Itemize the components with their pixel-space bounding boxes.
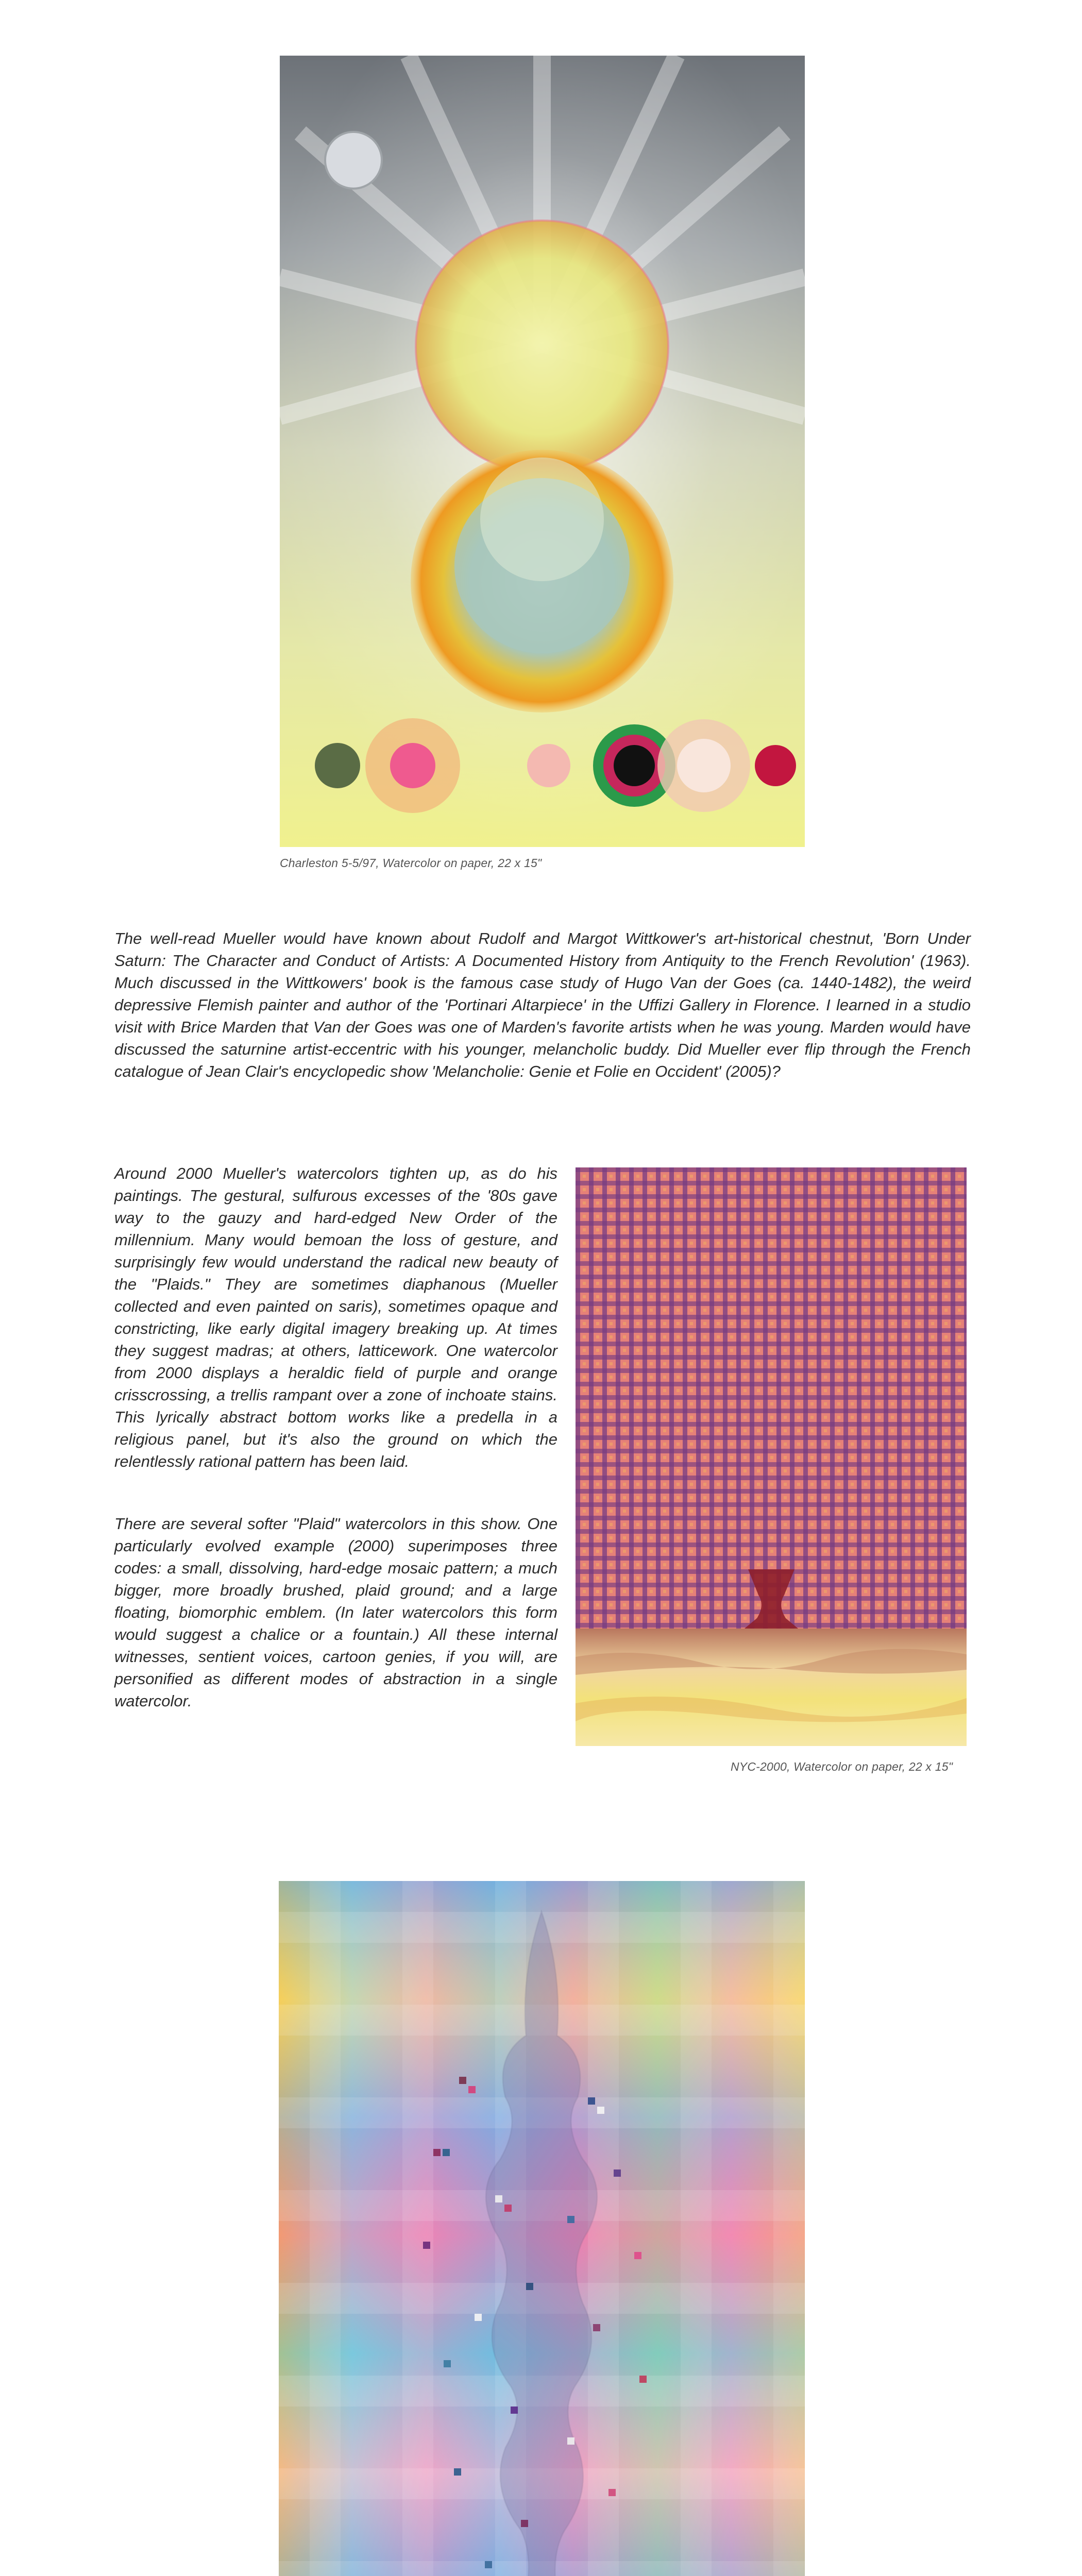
caption-charleston: Charleston 5-5/97, Watercolor on paper, 22 x 15": [280, 856, 542, 870]
artwork-nyc-2000-emblem: [279, 1881, 805, 2576]
artwork-charleston: [280, 56, 805, 847]
paragraph-plaids: Around 2000 Mueller's watercolors tighten up, as do his paintings. The gestural, sulfurous excesses of the '80s gave way to the gauzy and hard-edged New Order of the millennium. Many would bemoan the loss of gesture, and surprisingly few would understand the radical new beauty of the "Plaids." They are sometimes diaphanous (Mueller collected and even painted on saris), sometimes opaque and constricting, like early digital imagery breaking up. At times they suggest madras; at others, latticework. One watercolor from 2000 displays a heraldic field of purple and orange crisscrossing, a trellis rampant over a zone of inchoate stains. This lyrically abstract bottom works like a predella in a religious panel, but it's also the ground on which the relentlessly rational pattern has been laid.: [114, 1164, 557, 1470]
paragraph-wittkower: The well-read Mueller would have known about Rudolf and Margot Wittkower's art-historical chestnut, 'Born Under Saturn: The Character and Conduct of Artists: A Documented History from Antiquity to the French Revolution' (1963). Much discussed in the Wittkowers' book is the famous case study of Hugo Van der Goes (ca. 1440-1482), the weird depressive Flemish painter and author of the 'Portinari Altarpiece' in the Uffizi Gallery in Florence. I learned in a studio visit with Brice Marden that Van der Goes was one of Marden's favorite artists when he was young. Marden would have discussed the saturnine artist-eccentric with his younger, melancholic buddy. Did Mueller ever flip through the French catalogue of Jean Clair's encyclopedic show 'Melancholie: Genie et Folie en Occident' (2005)?: [114, 929, 971, 1080]
caption-nyc-2000-plaid: NYC-2000, Watercolor on paper, 22 x 15": [731, 1760, 953, 1773]
paragraph-softer-plaids: There are several softer "Plaid" watercolors in this show. One particularly evolved example (2000) superimposes three codes: a small, dissolving, hard-edge mosaic pattern; a much bigger, more broadly brushed, plaid ground; and a large floating, biomorphic emblem. (In later watercolors this form would suggest a chalice or a fountain.) All these internal witnesses, sentient voices, cartoon genies, if you will, are personified as different modes of abstraction in a single watercolor.: [114, 1515, 557, 1710]
artwork-nyc-2000-plaid: [576, 1167, 967, 1746]
